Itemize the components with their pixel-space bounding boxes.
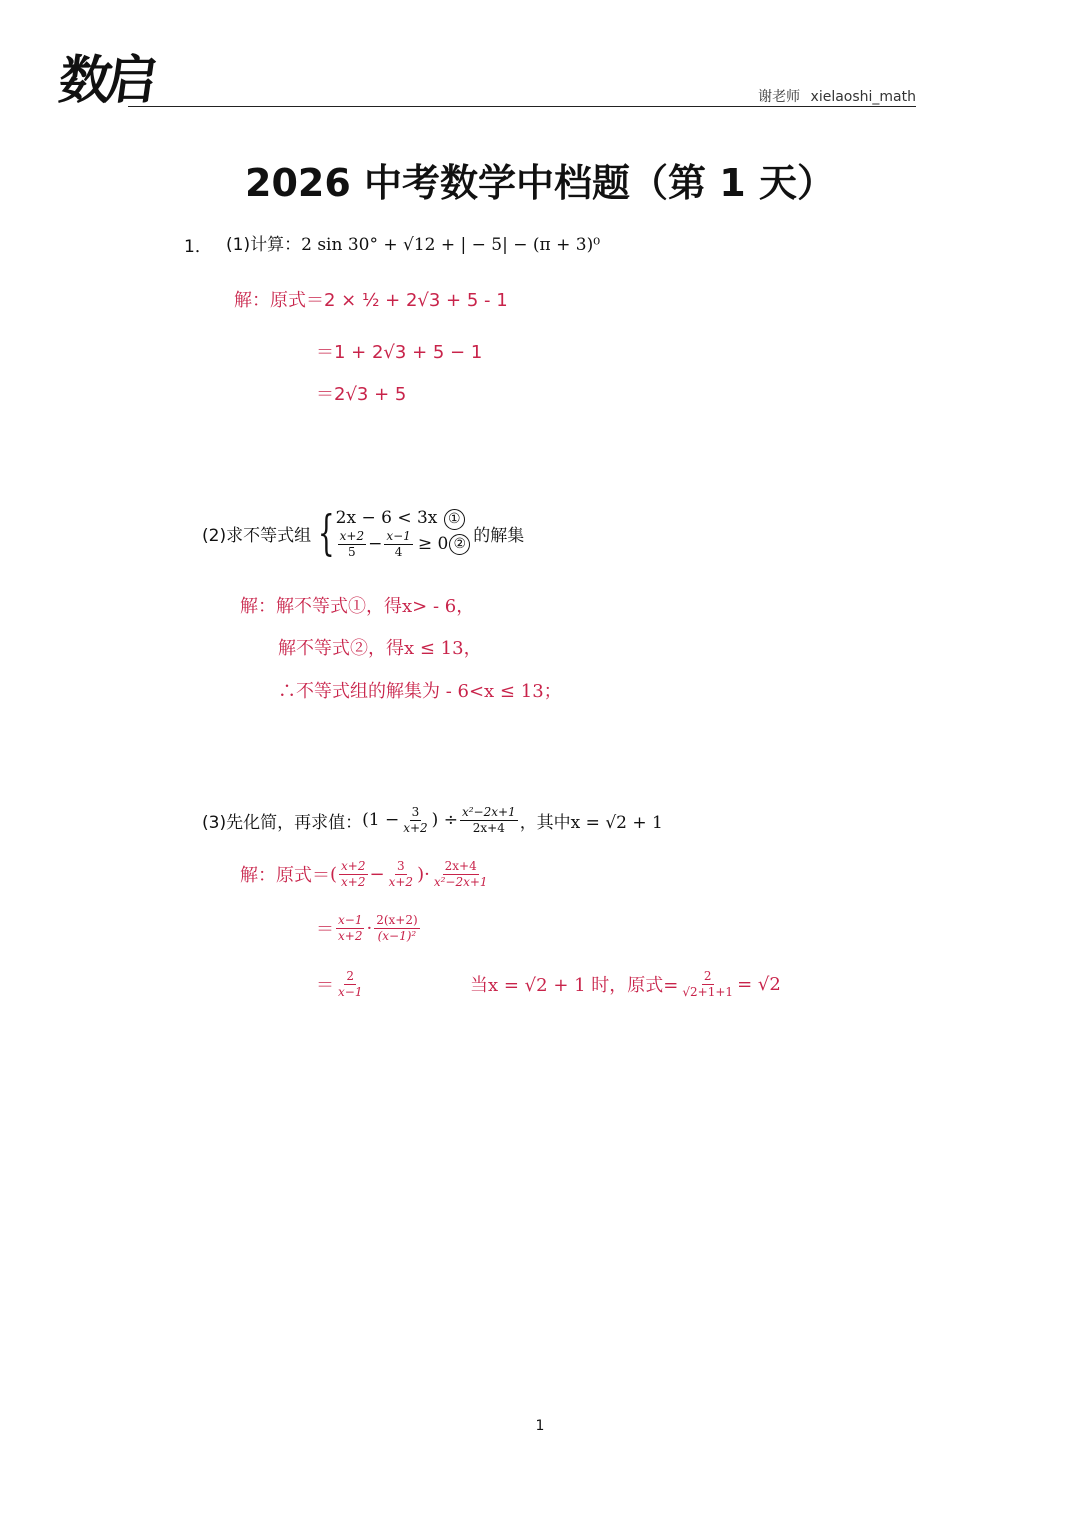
header-teacher <box>758 86 916 106</box>
part1-expr: 2 sin 30° + √12 + | − 5| − (π + 3)⁰ <box>301 235 601 255</box>
page-number: 1 <box>535 1418 545 1434</box>
part2-solution-line2: 解不等式②，得x ≤ 13， <box>278 638 482 659</box>
inequality-1-expr: 2x − 6 < 3x <box>335 508 438 528</box>
part2-suffix: 的解集 <box>473 525 525 546</box>
frac1-den: 5 <box>348 544 356 559</box>
brace-icon: { <box>317 505 335 562</box>
part2-solution-line3: ∴不等式组的解集为 - 6<x ≤ 13； <box>278 681 562 702</box>
minus-sign: − <box>368 534 383 555</box>
frac2-den: 4 <box>394 544 403 559</box>
logo-text: 数启 <box>55 50 156 111</box>
inequality-1 <box>336 508 472 530</box>
page-title: 2026 中考数学中档题（第 1 天） <box>245 161 835 205</box>
part1-question <box>226 230 600 255</box>
part1-solution-prefix: 解：原式＝ <box>234 290 324 311</box>
inequality-system <box>336 508 472 558</box>
part3-solution-line2: ＝ $\frac{x-1}{x+2}$ · $\frac{2(x+2)}{\text{(x−1)²}}$ <box>316 913 418 943</box>
part3-evaluation: 当x = √2 + 1 时，原式= $\frac{2}{√2+1+1}$ = √2 <box>470 969 781 999</box>
part3-solution-line3: ＝ $\frac{2}{x-1}$ <box>316 969 363 999</box>
problem-number: 1． <box>184 237 212 257</box>
part1-label: (1)计算： <box>226 235 302 255</box>
circled-1-icon: ① <box>444 509 465 530</box>
frac1-num: x+2 <box>339 529 365 543</box>
part2-label: (2)求不等式组 <box>202 525 312 546</box>
part2-solution-line1: 解：解不等式①，得x> - 6， <box>240 596 475 617</box>
header-rule <box>128 106 916 107</box>
inequality-2 <box>336 530 472 558</box>
part3-solution-line1: 解：原式＝ ( $\frac{x+2}{x+2}$ − $\frac{3}{x+2}$ )· $\frac{2x+4}{\text{x²−2x+1}}$ <box>240 859 488 889</box>
part1-solution-line2: ＝1 + 2√3 + 5 − 1 <box>316 342 483 363</box>
part2-question <box>202 505 525 562</box>
inequality-2-rest: ≥ 0 <box>417 534 449 555</box>
frac2-num: x−1 <box>386 529 411 543</box>
part3-eq-2: ＝ <box>316 919 334 941</box>
part3-result: = √2 <box>737 973 781 995</box>
part1-solution-step1: 2 × ½ + 2√3 + 5 - 1 <box>324 290 508 311</box>
part3-when: 当x = √2 + 1 时，原式= <box>470 975 679 997</box>
part3-solution-prefix: 解：原式＝ <box>240 865 330 887</box>
teacher-handle: xielaoshi_math <box>810 89 916 105</box>
teacher-name: 谢老师 <box>758 89 801 105</box>
part1-solution-line1 <box>234 286 508 312</box>
part3-eq-3: ＝ <box>316 975 334 997</box>
part1-solution-line3: ＝2√3 + 5 <box>316 384 407 405</box>
part3-condition: ，其中x = √2 + 1 <box>519 812 663 833</box>
circled-2-icon: ② <box>449 534 470 555</box>
part3-question <box>202 806 663 834</box>
part3-label: (3)先化简，再求值： <box>202 812 363 833</box>
part3-expr: (1 − $\frac{3}{x+2}$ ) ÷ $\frac{\text{x²−2x+1}}{2x+4}$ <box>362 805 516 835</box>
